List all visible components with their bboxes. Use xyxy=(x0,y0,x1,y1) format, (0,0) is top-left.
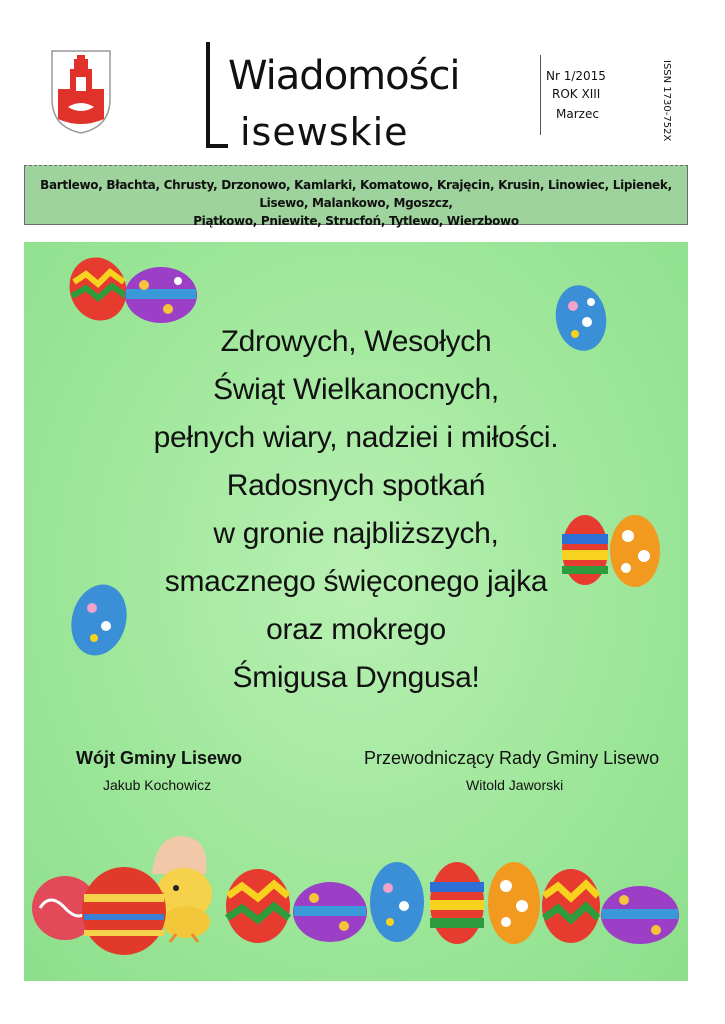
greeting-line: oraz mokrego xyxy=(266,613,446,646)
issue-month: Marzec xyxy=(556,107,599,121)
villages-line1: Bartlewo, Błachta, Chrusty, Drzonowo, Kamlarki, Komatowo, Krajęcin, Krusin, Linowiec, Lipienek, Lisewo, Malankowo, Mgoszcz, xyxy=(40,178,672,210)
masthead-title-line1: Wiadomości xyxy=(228,53,460,99)
issn-label: ISSN 1730-752X xyxy=(661,60,672,142)
coat-of-arms-icon xyxy=(50,49,112,135)
issue-year: ROK XIII xyxy=(552,87,601,101)
villages-line2: Piątkowo, Pniewite, Strucfoń, Tytlewo, Wierzbowo xyxy=(193,214,519,228)
crochet-egg-icon xyxy=(78,864,170,958)
purple-egg-icon xyxy=(290,880,370,944)
header-divider xyxy=(540,55,541,135)
council-chair-title: Przewodniczący Rady Gminy Lisewo xyxy=(364,748,660,768)
greeting-line: Śmigusa Dyngusa! xyxy=(232,661,480,694)
council-chair-name: Witold Jaworski xyxy=(466,777,564,793)
striped-egg-icon xyxy=(222,866,294,946)
greeting-line: Zdrowych, Wesołych xyxy=(220,325,492,358)
mayor-name: Jakub Kochowicz xyxy=(103,777,212,793)
title-initial-l xyxy=(204,40,228,150)
greeting-line: w gronie najbliższych, xyxy=(213,517,499,550)
rainbow-egg-icon xyxy=(428,860,486,946)
masthead-title-line2: isewskie xyxy=(240,110,409,154)
purple-egg-icon xyxy=(122,265,200,325)
striped-egg-icon xyxy=(540,866,602,946)
mayor-title: Wójt Gminy Lisewo xyxy=(76,748,243,768)
issue-number: Nr 1/2015 xyxy=(546,69,606,83)
greeting-line: smacznego święconego jajka xyxy=(164,565,548,598)
orange-dotted-egg-icon xyxy=(486,860,542,946)
blue-flower-egg-icon xyxy=(368,860,426,944)
striped-egg-icon xyxy=(66,252,130,322)
greeting-line: Radosnych spotkań xyxy=(226,469,486,502)
villages-list xyxy=(30,176,682,230)
greeting-line: Świąt Wielkanocnych, xyxy=(213,373,499,406)
greeting-line: pełnych wiary, nadziei i miłości. xyxy=(153,421,559,454)
purple-egg-icon xyxy=(598,884,682,946)
easter-greeting-text xyxy=(24,318,688,702)
